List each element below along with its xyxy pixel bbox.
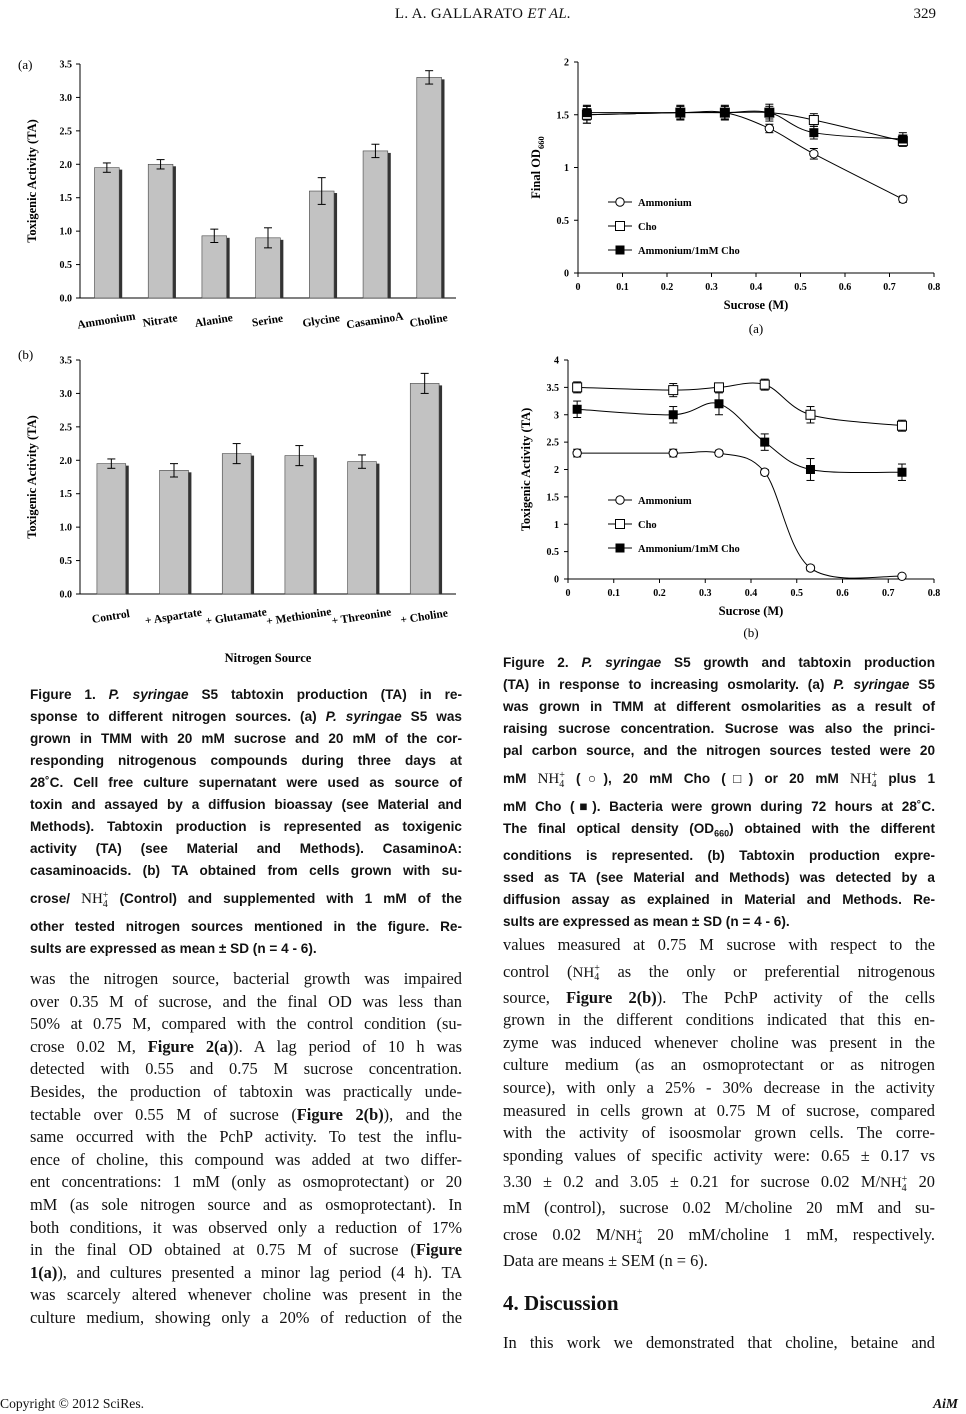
- y-tick-label: 1.5: [546, 492, 559, 504]
- x-tick-label: 0.3: [699, 588, 712, 599]
- figure-2-caption: Figure 2. P. syringae S5 growth and tabtoxin production (TA) in response to increasing osmolarity. (a) P. syringae S5 was grown in TMM at different osmolarities as a result of raising sucrose concentration. Sucrose was also the princi- pal carbon source, and the nitrogen sources tested were 20 mM NH + 4 (○), 20 mM Cho (□) or 20 mM NH + 4 plus 1 mM Cho (■). Bacteria were grown during 72 hours at 28˚C. The final optical density $(OD_{660})$ obtained with the different conditions is represented. (b) Tabtoxin production expre- ssed as TA (see Material and Methods) was detected by a diffusion assay as explained in Material and Methods. Re- sults are expressed as mean ± SD (n = 4 - 6).: [503, 655, 936, 929]
- left-column-text: was the nitrogen source, bacterial growth was impaired over 0.35 M of sucrose, and the final OD was less than 50% at 0.75 M, compared with the control condition (su- crose 0.02 M, Figure 2(a)). A lag period of 10 h was detected with 0.55 and 0.75 M sucrose concentration. Besides, the production of tabtoxin was practically unde- tectable over 0.55 M of sucrose (Figure 2(b)), and the same occurred with the PchP activity. To test the influ- ence of choline, this compound was added at two differ- ent concentrations: 1 mM (only as osmoprotectant) or 20 mM (as sole nitrogen source and as osmoprotectant). In both conditions, it was observed only a reduction of 17% in the final OD obtained at 0.75 M of sucrose (Figure 1(a)), and cultures presented a minor lag period (4 h). TA was scarcely altered whenever choline was present in the culture medium, showing only a 20% of reduction of the: [30, 969, 462, 1327]
- y-tick-label: 2.5: [59, 422, 72, 434]
- y-tick-label: 1.0: [59, 226, 72, 238]
- x-tick-label: + Aspartate: [144, 606, 203, 628]
- data-point: [669, 449, 677, 457]
- data-point: [761, 468, 769, 476]
- legend-marker: [616, 246, 625, 255]
- y-tick-label: 0.0: [59, 293, 72, 305]
- legend-marker: [616, 496, 624, 504]
- x-tick-label: 0.1: [607, 588, 620, 599]
- x-tick-label: Ammonium: [76, 310, 137, 332]
- y-tick-label: 0.5: [59, 260, 72, 272]
- bar-glutamate: [222, 454, 251, 594]
- bar-threonine: [348, 462, 377, 594]
- y-tick-label: 0.5: [546, 547, 559, 559]
- figure-1a-chart: [10, 52, 460, 352]
- panel-label: (b): [743, 625, 759, 640]
- y-tick-label: 3: [554, 410, 559, 422]
- y-tick-label: 0.5: [556, 215, 569, 227]
- x-tick-label: Alanine: [193, 312, 234, 330]
- legend-marker: [616, 520, 625, 529]
- x-tick-label: 0.5: [790, 588, 803, 599]
- x-axis-label: Sucrose (M): [718, 604, 784, 618]
- x-tick-label: + Glutamate: [204, 606, 268, 628]
- data-point: [714, 383, 723, 392]
- running-title: [0, 6, 966, 23]
- y-tick-label: 2.0: [59, 455, 72, 467]
- x-tick-label: + Threonine: [330, 606, 393, 628]
- data-point: [714, 399, 723, 408]
- series-line-1: [577, 383, 902, 426]
- y-axis-label: Toxigenic Activity (TA): [25, 415, 39, 539]
- bar-alanine: [202, 236, 227, 298]
- figure-2a-chart: [512, 52, 962, 342]
- y-axis-label: Toxigenic Activity (TA): [25, 119, 39, 243]
- legend-label: Cho: [638, 222, 657, 233]
- x-tick-label: 0.2: [660, 282, 674, 293]
- running-title-etal: ET AL.: [527, 6, 572, 22]
- panel-label: (a): [18, 57, 33, 72]
- x-tick-label: 0.1: [616, 282, 629, 293]
- nh4-formula: NH + 4: [537, 769, 565, 790]
- bar-aspartate: [160, 470, 189, 594]
- data-point: [573, 449, 581, 457]
- nh4-formula: NH + 4: [81, 889, 109, 910]
- x-axis-label: Sucrose (M): [723, 298, 789, 312]
- x-tick-label: Control: [91, 608, 131, 626]
- data-point: [669, 386, 678, 395]
- data-point: [765, 124, 773, 132]
- legend-marker: [616, 198, 624, 206]
- y-tick-label: 3.0: [59, 388, 72, 400]
- data-point: [720, 108, 729, 117]
- series-line-0: [577, 452, 902, 579]
- data-point: [899, 195, 907, 203]
- data-point: [573, 405, 582, 414]
- legend-label: Ammonium/1mM Cho: [638, 544, 740, 555]
- y-tick-label: 3.5: [59, 355, 72, 367]
- data-point: [760, 438, 769, 447]
- data-point: [898, 135, 907, 144]
- y-tick-label: 0: [554, 574, 559, 586]
- x-tick-label: Nitrate: [141, 312, 179, 330]
- bar-methionine: [285, 456, 314, 594]
- data-point: [809, 116, 818, 125]
- y-tick-label: 4: [554, 355, 559, 367]
- y-tick-label: 0.5: [59, 556, 72, 568]
- data-point: [765, 108, 774, 117]
- footer-journal: AiM: [933, 1396, 958, 1411]
- bar-choline: [410, 383, 439, 594]
- y-tick-label: 2.5: [546, 437, 559, 449]
- data-point: [810, 150, 818, 158]
- y-tick-label: 1.5: [556, 110, 569, 122]
- legend-label: Cho: [638, 520, 657, 531]
- x-tick-label: + Methionine: [265, 605, 333, 629]
- footer-copyright: Copyright © 2012 SciRes.: [0, 1396, 145, 1411]
- x-tick-label: 0: [575, 282, 581, 293]
- running-title-authors: L. A. GALLARATO: [394, 6, 524, 22]
- data-point: [582, 108, 591, 117]
- y-tick-label: 0: [564, 268, 569, 280]
- y-tick-label: 3.5: [546, 382, 559, 394]
- nh4-formula: NH + 4: [880, 1173, 908, 1194]
- nh4-formula: NH + 4: [615, 1226, 643, 1247]
- y-tick-label: 3.0: [59, 92, 72, 104]
- series-line-2: [587, 111, 903, 139]
- data-point: [809, 128, 818, 137]
- right-column-text: values measured at 0.75 M sucrose with respect to the control (NH + 4 as the only or preferential nitrogenous source, Figure 2(b)). The PchP activity of the cells grown in the different conditions indicated that this en- zyme was induced whenever choline was present in the culture medium (as an osmoprotectant or as nitrogen source), with only a 25% - 30% decrease in the activity measured in cells grown at 0.75 M of sucrose, compared with the activity of isoosmolar grown cells. The corre- sponding values of specific activity were: 0.65 ± 0.17 vs 3.30 ± 0.2 and 3.05 ± 0.21 for sucrose 0.02 M/NH + 4 20 mM (control), sucrose 0.02 M/choline 20 mM and su- crose 0.02 M/NH + 4 20 mM/choline 1 mM, respectively. Data are means ± SEM (n = 6).: [503, 935, 935, 1270]
- page-header: [0, 6, 966, 30]
- series-line-0: [587, 111, 903, 199]
- figure-1-caption: Figure 1. P. syringae S5 tabtoxin production (TA) in re- sponse to different nitrogen sources. (a) P. syringae S5 was grown in TMM with 20 mM sucrose and 20 mM of the cor- responding nitrogenous compounds during three days at 28˚C. Cell free culture supernatant were used as source of toxin and assayed by a diffusion bioassay (see Material and Methods). Tabtoxin production is represented as toxigenic activity (TA) (see Material and Methods). CasaminoA: casaminoacids. (b) TA obtained from cells grown with su- crose/ NH + 4 (Control) and supplemented with 1 mM of the other tested nitrogen sources mentioned in the figure. Re- sults are expressed as mean ± SD (n = 4 - 6).: [30, 687, 462, 956]
- data-point: [806, 410, 815, 419]
- x-tick-label: 0.6: [836, 588, 849, 599]
- y-axis-label: Toxigenic Activity (TA): [519, 407, 533, 532]
- section-heading-discussion: 4. Discussion: [503, 1291, 619, 1315]
- data-point: [806, 465, 815, 474]
- x-tick-label: Glycine: [301, 312, 341, 330]
- bar-control: [97, 464, 126, 594]
- bar-glycine: [309, 191, 334, 298]
- x-tick-label: CasaminoA: [345, 310, 405, 332]
- x-tick-label: 0.8: [927, 282, 941, 293]
- y-tick-label: 1: [554, 519, 559, 531]
- y-tick-label: 0.0: [59, 589, 72, 601]
- y-tick-label: 2.5: [59, 126, 72, 138]
- page-number: 329: [913, 6, 936, 22]
- data-point: [898, 572, 906, 580]
- y-tick-label: 2.0: [59, 159, 72, 171]
- x-tick-label: 0.7: [883, 282, 896, 293]
- x-tick-label: 0.4: [749, 282, 763, 293]
- legend-marker: [616, 222, 625, 231]
- data-point: [669, 410, 678, 419]
- y-tick-label: 2: [554, 465, 559, 476]
- panel-label: (b): [18, 348, 34, 362]
- data-point: [715, 449, 723, 457]
- x-tick-label: Serine: [251, 312, 284, 330]
- x-tick-label: 0.2: [653, 588, 666, 599]
- nh4-formula: NH + 4: [849, 769, 878, 790]
- x-tick-label: 0.6: [838, 282, 852, 293]
- legend-label: Ammonium/1mM Cho: [638, 246, 740, 257]
- series-line-2: [577, 403, 902, 473]
- bar-nitrate: [148, 164, 173, 298]
- legend-marker: [616, 544, 625, 553]
- x-tick-label: 0.3: [705, 282, 718, 293]
- x-axis-label: Nitrogen Source: [224, 651, 312, 665]
- bar-ammonium: [95, 168, 120, 298]
- data-point: [806, 564, 814, 572]
- data-point: [573, 383, 582, 392]
- x-tick-label: 0.4: [744, 588, 758, 599]
- x-tick-label: + Choline: [399, 607, 449, 627]
- data-point: [897, 468, 906, 477]
- figure-1b-chart: [10, 348, 460, 678]
- panel-label: (a): [748, 321, 764, 336]
- data-point: [760, 380, 769, 389]
- data-point: [676, 108, 685, 117]
- y-tick-label: 3.5: [59, 59, 72, 71]
- y-axis-label: Final $OD_{660}$: [529, 136, 546, 199]
- figure-2b-chart: [512, 350, 962, 646]
- y-tick-label: 2: [564, 57, 569, 69]
- x-tick-label: 0.8: [927, 588, 941, 599]
- legend-label: Ammonium: [638, 496, 692, 507]
- y-tick-label: 1.5: [59, 489, 72, 501]
- y-tick-label: 1: [564, 163, 569, 174]
- x-tick-label: 0: [565, 588, 571, 599]
- bar-casaminoa: [363, 151, 388, 298]
- x-tick-label: 0.5: [794, 282, 807, 293]
- legend-label: Ammonium: [638, 198, 692, 209]
- discussion-text: In this work we demonstrated that choline, betaine and: [503, 1333, 935, 1352]
- y-tick-label: 1.0: [59, 522, 72, 534]
- y-tick-label: 1.5: [59, 193, 72, 205]
- nh4-formula: NH + 4: [572, 963, 600, 984]
- data-point: [897, 421, 906, 430]
- bar-choline: [417, 77, 442, 298]
- x-tick-label: Choline: [408, 312, 449, 330]
- x-tick-label: 0.7: [882, 588, 895, 599]
